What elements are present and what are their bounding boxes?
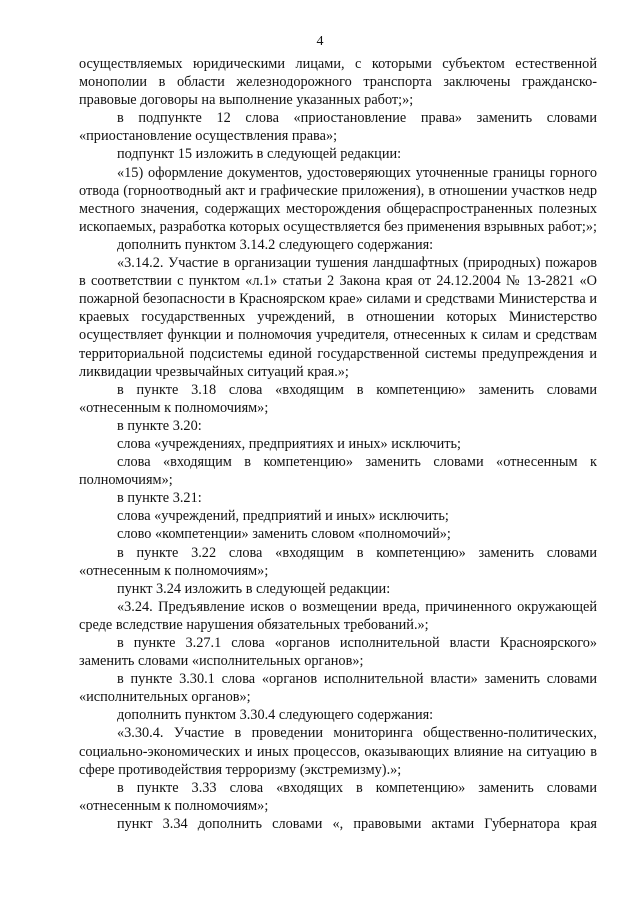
paragraph: «3.30.4. Участие в проведении мониторинга общественно-политических, социально-экономических и иных процессов, оказывающих влияние на ситуацию в сфере противодействия терроризму (экстремизму).»; [79,725,597,778]
paragraph: дополнить пунктом 3.30.4 следующего содержания: [117,707,434,724]
paragraph: подпункт 15 изложить в следующей редакции: [117,146,402,163]
paragraph: в пункте 3.20: [117,417,202,434]
paragraph: слова «учреждений, предприятий и иных» исключить; [117,508,449,525]
paragraph: дополнить пунктом 3.14.2 следующего содержания: [117,236,434,253]
paragraph: «3.14.2. Участие в организации тушения ландшафтных (природных) пожаров в соответствии с пунктом «л.1» статьи 2 Закона края от 24.12.2004 № 13-2821 «О пожарной безопасности в Красноярском крае» силами и средствами Министерства и краевых государственных учреждений, в отношении которых Министерство осуществляет функции и полномочия учредителя, отнесенных к силам и средствам территориальной подсистемы единой государственной системы предупреждения и ликвидации чрезвычайных ситуаций края.»; [79,255,597,380]
paragraph: в подпункте 12 слова «приостановление права» заменить словами «приостановление осуществления права»; [79,110,597,145]
paragraph: пункт 3.24 изложить в следующей редакции: [117,580,391,597]
paragraph: в пункте 3.22 слова «входящим в компетенцию» заменить словами «отнесенным к полномочиям»; [79,544,597,579]
paragraph: осуществляемых юридическими лицами, с которыми субъектом естественной монополии в области железнодорожного транспорта заключены гражданско-правовые договоры на выполнение указанных работ;»; [79,56,597,109]
document-body [79,55,597,833]
paragraph: слова «входящим в компетенцию» заменить словами «отнесенным к полномочиям»; [79,454,597,489]
page-number: 4 [316,34,324,49]
paragraph: слово «компетенции» заменить словом «полномочий»; [117,526,451,543]
paragraph: в пункте 3.18 слова «входящим в компетенцию» заменить словами «отнесенным к полномочиям»; [79,381,597,416]
paragraph: «15) оформление документов, удостоверяющих уточненные границы горного отвода (горноотводный акт и графические приложения), в отношении участков недр местного значения, содержащих месторождения общераспространенных полезных ископаемых, разработка которых осуществляется без применения взрывных работ;»; [79,164,598,235]
paragraph: в пункте 3.30.1 слова «органов исполнительной власти» заменить словами «исполнительных органов»; [79,671,597,706]
paragraph: в пункте 3.27.1 слова «органов исполнительной власти Красноярского» заменить словами «исполнительных органов»; [79,635,597,670]
paragraph: пункт 3.34 дополнить словами «, правовыми актами Губернатора края [117,815,597,832]
paragraph: «3.24. Предъявление исков о возмещении вреда, причиненного окружающей среде вследствие нарушения обязательных требований.»; [79,598,597,633]
paragraph: слова «учреждениях, предприятиях и иных» исключить; [117,435,462,452]
paragraph: в пункте 3.33 слова «входящих в компетенцию» заменить словами «отнесенным к полномочиям»; [79,779,597,814]
paragraph: в пункте 3.21: [117,490,202,507]
